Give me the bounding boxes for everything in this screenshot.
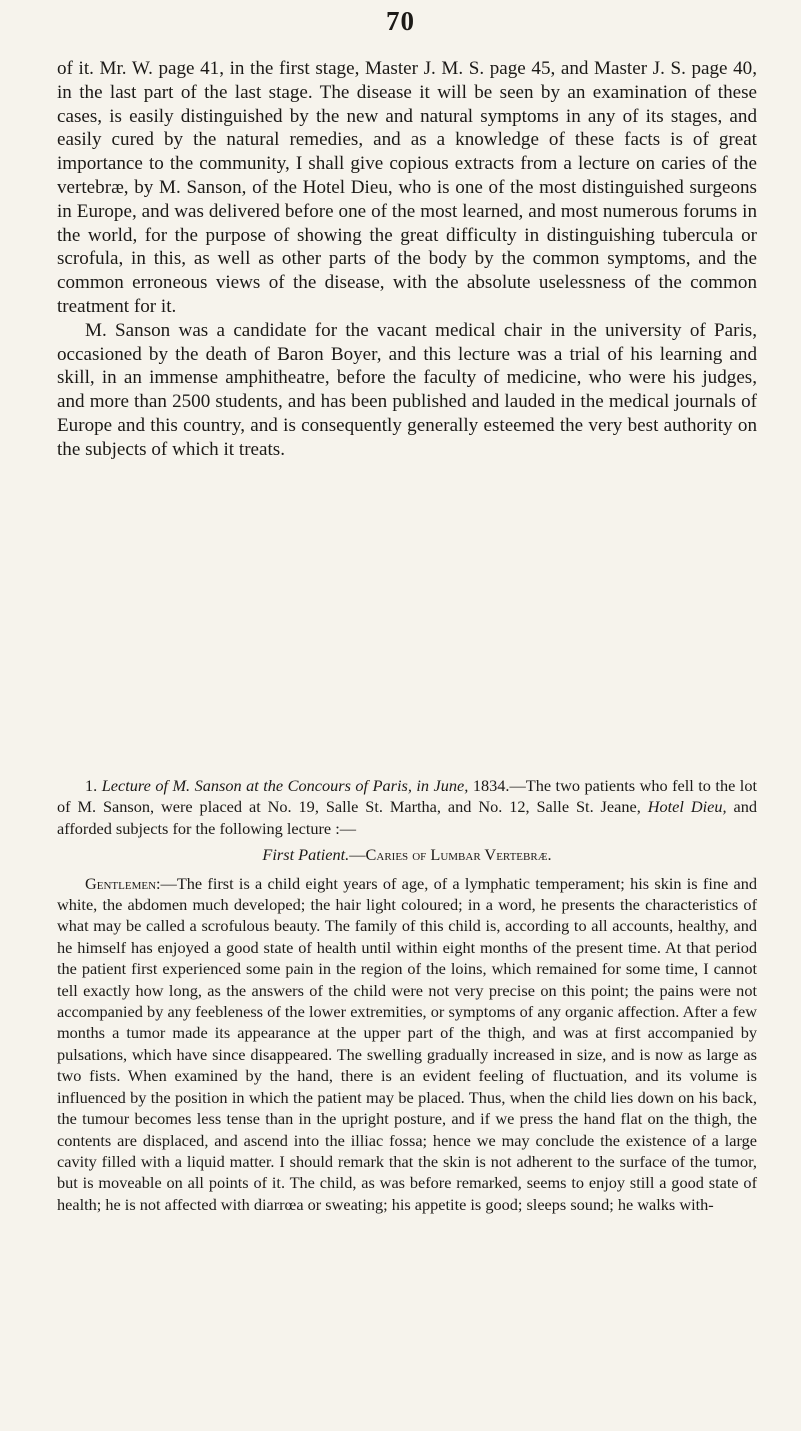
salutation: Gentlemen <box>85 873 157 893</box>
page-number: 70 <box>386 6 415 36</box>
lecture-text: :—The first is a child eight years of age, of a lymphatic temperament; his skin is fine and white, the abdomen much developed; the hair light coloured; in a word, he presents the characteristics of what may be called a scrofulous beauty. The family of this child is, according to all accounts, healthy, and he himself has enjoyed a good state of health until within eight months of the present time. At that period the patient first experienced some pain in the region of the loins, which remained for some time, I cannot tell exactly how long, as the answers of the child were not very precise on this point; the pains were not accompanied by any feebleness of the lower extremities, or symptoms of any organic affection. After a few months a tumor made its appearance at the upper part of the thigh, and was at first accompanied by pulsations, which have since disappeared. The swelling gradually increased in size, and is now as large as two fists. When examined by the hand, there is an evident feeling of fluctuation, and its volume is influenced by the position in which the patient may be placed. Thus, when the child lies down on his back, the tumour becomes less tense than in the upright posture, and if we press the hand flat on the thigh, the contents are displaced, and ascend into the illiac fossa; hence we may conclude the existence of a large cavity filled with a liquid matter. I should remark that the skin is not adherent to the surface of the tumor, but is moveable on all points of it. The child, as was before remarked, seems to enjoy still a good state of health; he is not affected with diarrœa or sweating; his appetite is good; sleeps sound; he walks with- <box>57 873 757 1214</box>
footnote-marker: 1. <box>85 776 98 795</box>
heading-label: First Patient. <box>262 845 350 865</box>
footnote-place: Hotel Dieu, <box>647 797 727 817</box>
paragraph: of it. Mr. W. page 41, in the first stage, Master J. M. S. page 45, and Master J. S. page 40, in the last part of the last stage. The disease it will be seen by an examination of these cases, is easily distinguished by the new and natural symptoms in any of its stages, and easily cured by the natural remedies, and as a knowledge of these facts is of great importance to the community, I shall give copious extracts from a lecture on caries of the vertebræ, by M. Sanson, of the Hotel Dieu, who is one of the most distinguished surgeons in Europe, and was delivered before one of the most learned, and most numerous forums in the world, for the purpose of showing the great difficulty in distinguishing tubercula or scrofula, in this, as well as other parts of the body by the common symptoms, and the common erroneous views of the disease, with the absolute uselessness of the common treatment for it. <box>57 58 757 317</box>
footnote-year: 1834. <box>472 776 510 795</box>
heading-subject: —Caries of Lumbar Vertebræ. <box>349 845 552 865</box>
paragraph: M. Sanson was a candidate for the vacant medical chair in the university of Paris, occasioned by the death of Baron Boyer, and this lecture was a trial of his learning and skill, in an immense amphitheatre, before the faculty of medicine, who were his judges, and more than 2500 students, and has been published and lauded in the medical journals of Europe and this country, and is consequently generally esteemed the very best authority on the subjects of which it treats. <box>57 319 757 460</box>
footnote-text: and afforded subjects for the following lecture :— <box>57 797 758 838</box>
footnote-title: Lecture of M. Sanson at the Concours of Paris, in June, <box>101 776 469 795</box>
footnote-intro <box>57 775 757 839</box>
section-heading <box>57 844 757 865</box>
main-text <box>57 57 757 462</box>
footnote-text: —The two patients who fell to the lot of M. Sanson, were placed at No. 19, Salle St. Martha, and No. 12, Salle St. Jeane, <box>57 776 757 817</box>
lecture-paragraph <box>57 873 757 1216</box>
footnote <box>57 775 757 1215</box>
